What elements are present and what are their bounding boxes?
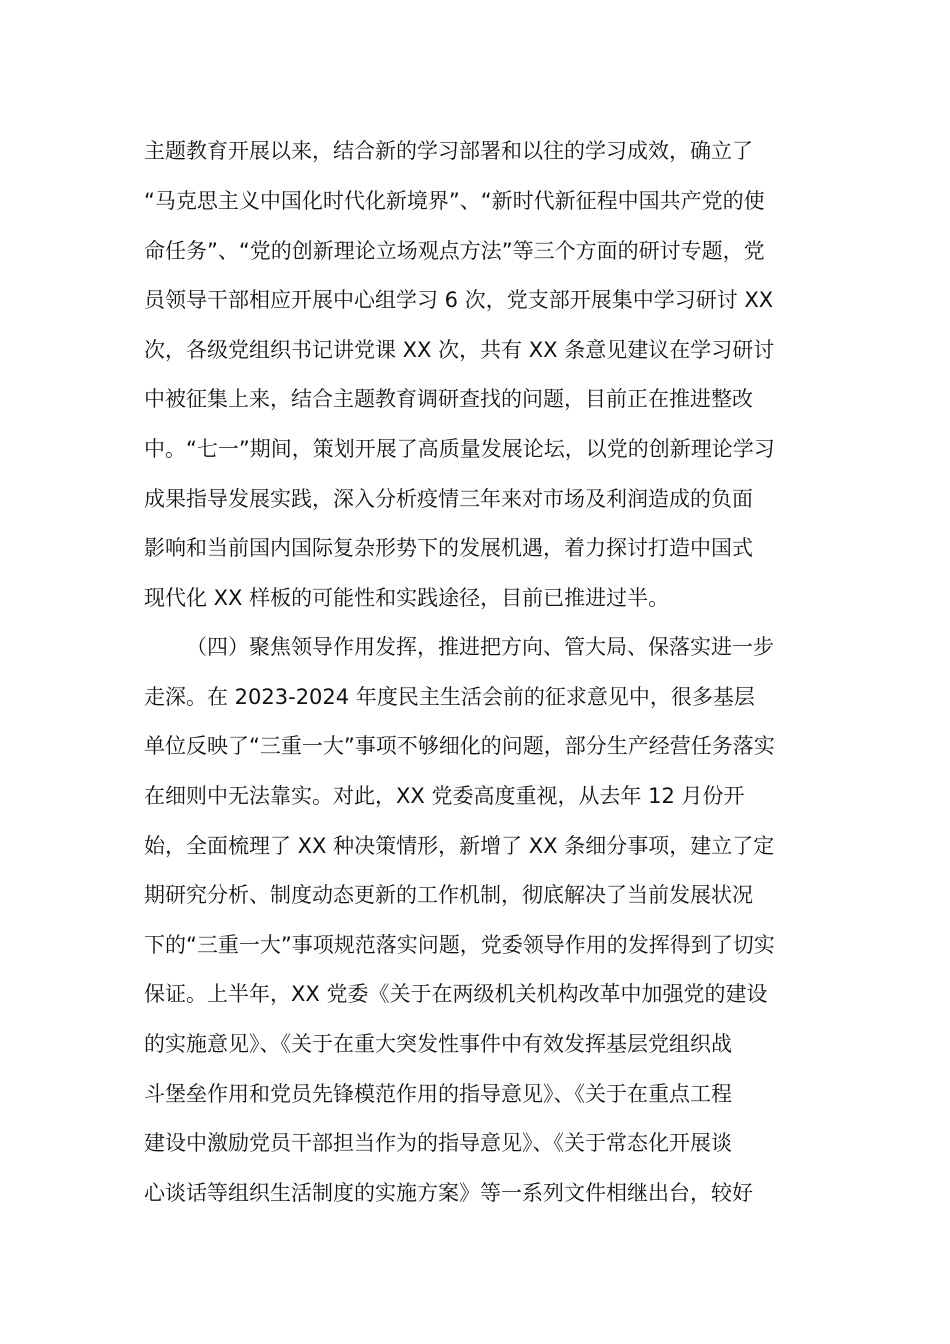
text-line: 现代化 XX 样板的可能性和实践途径，目前已推进过半。 (144, 586, 670, 610)
text-line: 斗堡垒作用和党员先锋模范作用的指导意见》、《关于在重点工程 (144, 1082, 732, 1106)
text-line: 的实施意见》、《关于在重大突发性事件中有效发挥基层党组织战 (144, 1032, 732, 1056)
text-line: 员领导干部相应开展中心组学习 6 次，党支部开展集中学习研讨 XX (144, 288, 774, 312)
text-line: 命任务”、“党的创新理论立场观点方法”等三个方面的研讨专题，党 (144, 239, 765, 263)
text-line: 始，全面梳理了 XX 种决策情形，新增了 XX 条细分事项，建立了定 (144, 834, 775, 858)
text-line: 期研究分析、制度动态更新的工作机制，彻底解决了当前发展状况 (144, 883, 753, 907)
text-line: 心谈话等组织生活制度的实施方案》等一系列文件相继出台，较好 (144, 1181, 753, 1205)
text-line: 下的“三重一大”事项规范落实问题，党委领导作用的发挥得到了切实 (144, 933, 775, 957)
text-line: 单位反映了“三重一大”事项不够细化的问题，部分生产经营任务落实 (144, 734, 775, 758)
text-line: 主题教育开展以来，结合新的学习部署和以往的学习成效，确立了 (144, 139, 753, 163)
text-line: 建设中激励党员干部担当作为的指导意见》、《关于常态化开展谈 (144, 1131, 732, 1155)
text-line: 中。“七一”期间，策划开展了高质量发展论坛，以党的创新理论学习 (144, 437, 775, 461)
text-line: 保证。上半年，XX 党委《关于在两级机关机构改革中加强党的建设 (144, 982, 768, 1006)
text-line: 中被征集上来，结合主题教育调研查找的问题，目前正在推进整改 (144, 387, 753, 411)
text-line: 次，各级党组织书记讲党课 XX 次，共有 XX 条意见建议在学习研讨 (144, 338, 775, 362)
text-line: 走深。在 2023-2024 年度民主生活会前的征求意见中，很多基层 (144, 685, 755, 709)
text-line: “马克思主义中国化时代化新境界”、“新时代新征程中国共产党的使 (144, 189, 765, 213)
text-line: 在细则中无法靠实。对此，XX 党委高度重视，从去年 12 月份开 (144, 784, 745, 808)
text-line: 影响和当前国内国际复杂形势下的发展机遇，着力探讨打造中国式 (144, 536, 753, 560)
text-line: 成果指导发展实践，深入分析疫情三年来对市场及利润造成的负面 (144, 487, 753, 511)
text-line: （四）聚焦领导作用发挥，推进把方向、管大局、保落实进一步 (186, 635, 774, 659)
